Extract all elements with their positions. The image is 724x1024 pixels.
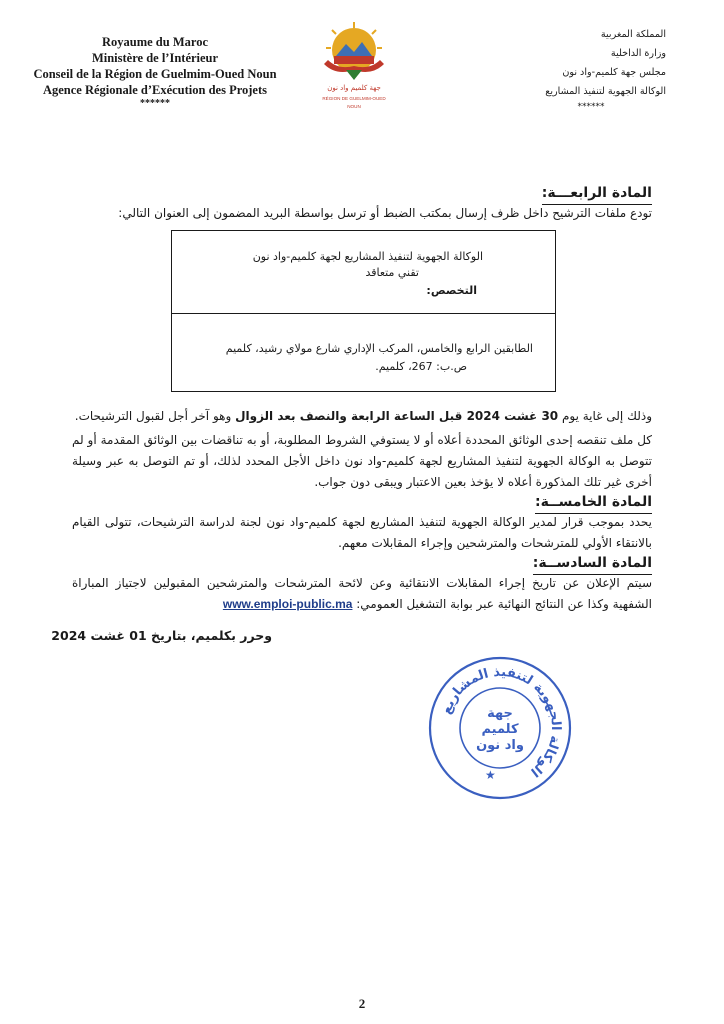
official-stamp — [427, 655, 573, 801]
header-ar-stars: ****** — [577, 102, 605, 112]
article6-heading: المادة السادســة: — [533, 553, 652, 575]
stamp-icon — [427, 655, 573, 801]
emploi-public-link[interactable]: www.emploi-public.ma — [222, 597, 353, 611]
region-logo — [316, 20, 392, 109]
stamp-star-icon: ★ — [485, 768, 496, 782]
header-fr-line2: Ministère de l’Intérieur — [91, 51, 219, 65]
logo-caption-fr: RÉGION DE GUELMIM-OUED NOUN — [322, 96, 386, 109]
address-box — [171, 230, 556, 392]
header-ar-line3: مجلس جهة كلميم-واد نون — [562, 67, 666, 78]
article5-text: يحدد بموجب قرار لمدير الوكالة الجهوية لتنفيذ المشاريع لجهة كلميم-واد نون لجنة لدراسة الترشيحات، تتولى القيام بالانتقاء الأولي للمترشحات والمترشحين وإجراء المقابلات معهم. — [72, 515, 652, 550]
header-fr-stars: ****** — [140, 98, 170, 109]
article4-rejection: كل ملف تنقصه إحدى الوثائق المحددة أعلاه أو لا يستوفي الشروط المطلوبة، أو به تناقضات بين الوثائق المقدمة أو لم تتوصل به الوكالة الجهوية لتنفيذ المشاريع لجهة كلميم-واد نون داخل الأجل المحدد لذلك، أو تم التوصل به عبر وسيلة أخرى غير تلك المذكورة أعلاه لا يؤخذ بعين الاعتبار ويبقى دون جواب. — [72, 433, 652, 489]
header-fr-line1: Royaume du Maroc — [101, 35, 208, 49]
header-ar-line4: الوكالة الجهوية لتنفيذ المشاريع — [545, 86, 666, 97]
header-ar-line2: وزارة الداخلية — [610, 48, 666, 59]
header-arabic — [456, 25, 666, 113]
header-ar-line1: المملكة المغربية — [600, 29, 666, 40]
stamp-ring-text: الوكالة الجهوية لتنفيذ المشاريع — [439, 664, 564, 780]
header-fr-line4: Agence Régionale d’Exécution des Projets — [42, 83, 268, 97]
deadline-prefix: وذلك إلى غاية يوم — [561, 409, 652, 423]
header-french — [10, 34, 300, 110]
article4-intro: تودع ملفات الترشيح داخل ظرف إرسال بمكتب الضبط أو ترسل بواسطة البريد المضمون إلى العنوان التالي: — [118, 206, 652, 220]
emblem-icon — [316, 20, 392, 84]
article4-deadline — [72, 406, 652, 427]
address-po-box: ص.ب: 267، كلميم. — [375, 360, 467, 373]
address-street: الطابقين الرابع والخامس، المركب الإداري شارع مولاي رشيد، كلميم — [225, 342, 533, 355]
stamp-center-1: جهة — [487, 706, 513, 721]
article4-heading: المادة الرابعـــة: — [542, 183, 652, 205]
address-agency: الوكالة الجهوية لتنفيذ المشاريع لجهة كلميم-واد نون — [252, 250, 483, 263]
deadline-suffix: وهو آخر أجل لقبول الترشيحات. — [74, 409, 232, 423]
article6-body: سيتم الإعلان عن تاريخ إجراء المقابلات الانتقائية وعن لائحة المترشحات والمترشحين المقبولين لاجتياز المباراة الشفهية وكذا عن النتائج النهائية عبر بوابة التشغيل العمومي: — [72, 576, 652, 611]
logo-caption-ar: جهة كلميم واد نون — [327, 84, 381, 92]
page-number: 2 — [358, 996, 366, 1011]
address-position: تقني متعاقد — [365, 266, 419, 279]
deadline-date: 30 غشت 2024 قبل الساعة الرابعة والنصف بعد الزوال — [235, 409, 559, 423]
stamp-center-3: واد نون — [476, 738, 524, 753]
header-fr-line3: Conseil de la Région de Guelmim-Oued Noun — [33, 67, 277, 81]
address-specialty-label: التخصص: — [426, 284, 477, 297]
stamp-center-2: كلميم — [481, 722, 519, 737]
signature-line: وحرر بكلميم، بتاريخ 01 غشت 2024 — [51, 628, 272, 643]
article6-text — [72, 573, 652, 615]
address-box-divider — [172, 313, 555, 314]
article5-heading: المادة الخامســة: — [535, 492, 652, 514]
